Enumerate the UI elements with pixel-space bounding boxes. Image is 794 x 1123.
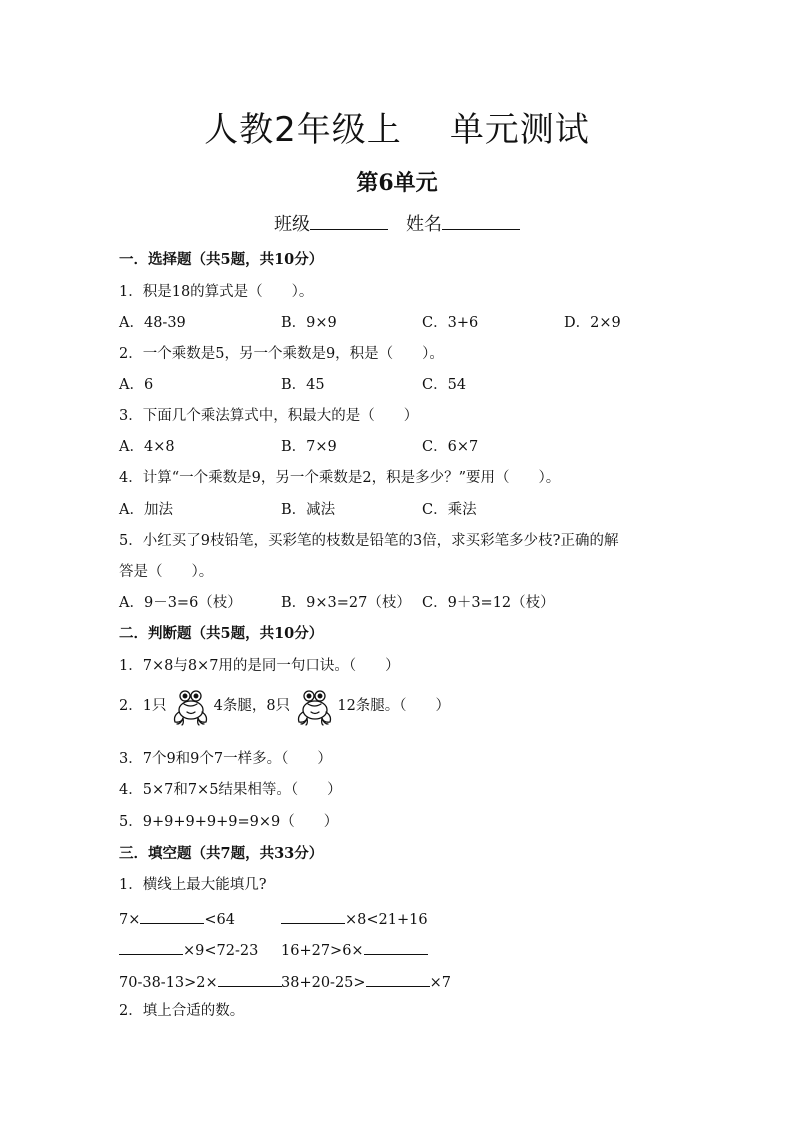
s1-q4-options xyxy=(119,498,679,518)
fill-item-f xyxy=(281,968,451,991)
fill-a-pre: 7× xyxy=(119,912,141,928)
fill-item-d xyxy=(281,936,428,959)
s1-q5-text-line2: 答是（ ）。 xyxy=(119,564,214,580)
title-right: 单元测试 xyxy=(449,110,590,150)
s1-q2-option-a[interactable]: A．6 xyxy=(119,377,154,393)
s1-q1-text: 1．积是18的算式是（ ）。 xyxy=(119,284,314,300)
s1-q2-options xyxy=(119,373,679,393)
s1-q3-option-a[interactable]: A．4×8 xyxy=(119,439,175,455)
s1-q1-option-a[interactable]: A．48-39 xyxy=(119,315,186,331)
fill-item-c xyxy=(119,936,258,959)
title-left: 人教2年级上 xyxy=(204,110,402,150)
s1-q4-option-b[interactable]: B．减法 xyxy=(281,502,336,518)
s2-q2-part1: 2．1只 xyxy=(119,698,167,714)
name-blank[interactable] xyxy=(442,211,520,230)
s3-q1-text: 1．横线上最大能填几? xyxy=(119,877,267,893)
s2-q2-part3: 12条腿。（ ） xyxy=(337,698,451,714)
frog-icon xyxy=(171,686,209,726)
s3-q2-text: 2．填上合适的数。 xyxy=(119,1003,245,1019)
s1-q3-option-c[interactable]: C．6×7 xyxy=(422,439,479,455)
page-title xyxy=(0,102,794,151)
fill-e-pre: 70-38-13>2× xyxy=(119,975,218,991)
fill-e-blank[interactable] xyxy=(218,968,282,987)
s1-q4-text: 4．计算“一个乘数是9，另一个乘数是2，积是多少？”要用（ ）。 xyxy=(119,470,561,486)
s2-q2-line xyxy=(119,686,450,730)
s2-q1-text: 1．7×8与8×7用的是同一句口诀。（ ） xyxy=(119,658,400,674)
s1-q3-option-b[interactable]: B．7×9 xyxy=(281,439,337,455)
frog-icon xyxy=(295,686,333,726)
s1-q5-option-a[interactable]: A．9－3=6（枝） xyxy=(119,595,242,611)
s2-q3-text: 3．7个9和9个7一样多。（ ） xyxy=(119,751,332,767)
s1-q4-option-c[interactable]: C．乘法 xyxy=(422,502,477,518)
s2-q5-text: 5．9+9+9+9+9=9×9（ ） xyxy=(119,814,339,830)
s1-q1-option-d[interactable]: D．2×9 xyxy=(564,315,621,331)
s1-q1-options xyxy=(119,311,679,331)
s1-q2-option-b[interactable]: B．45 xyxy=(281,377,325,393)
s1-q1-option-b[interactable]: B．9×9 xyxy=(281,315,337,331)
section-3-heading: 三．填空题（共7题，共33分） xyxy=(119,845,324,862)
s2-q2-part2: 4条腿，8只 xyxy=(213,698,291,714)
fill-item-b xyxy=(281,905,428,928)
fill-f-post: ×7 xyxy=(429,975,451,991)
s2-q4-text: 4．5×7和7×5结果相等。（ ） xyxy=(119,782,342,798)
fill-f-blank[interactable] xyxy=(366,968,430,987)
s1-q3-options xyxy=(119,435,679,455)
fill-a-post: <64 xyxy=(204,912,235,928)
s1-q4-option-a[interactable]: A．加法 xyxy=(119,502,173,518)
fill-f-pre: 38+20-25> xyxy=(281,975,366,991)
name-label: 姓名 xyxy=(406,214,442,235)
fill-d-pre: 16+27>6× xyxy=(281,943,364,959)
s1-q5-options xyxy=(119,591,679,611)
s1-q3-text: 3．下面几个乘法算式中，积最大的是（ ） xyxy=(119,408,419,424)
section-1-heading: 一．选择题（共5题，共10分） xyxy=(119,251,324,268)
student-info-line xyxy=(0,210,794,236)
s1-q5-option-b[interactable]: B．9×3=27（枝） xyxy=(281,595,411,611)
fill-c-post: ×9<72-23 xyxy=(183,943,259,959)
section-2-heading: 二．判断题（共5题，共10分） xyxy=(119,625,324,642)
s1-q2-option-c[interactable]: C．54 xyxy=(422,377,467,393)
fill-b-blank[interactable] xyxy=(281,905,345,924)
class-blank[interactable] xyxy=(310,211,388,230)
fill-item-a xyxy=(119,905,235,928)
fill-b-post: ×8<21+16 xyxy=(345,912,428,928)
fill-c-blank[interactable] xyxy=(119,936,183,955)
s1-q5-option-c[interactable]: C．9＋3=12（枝） xyxy=(422,595,555,611)
fill-a-blank[interactable] xyxy=(140,905,204,924)
unit-subtitle: 第6单元 xyxy=(356,170,438,196)
fill-item-e xyxy=(119,968,282,991)
s1-q1-option-c[interactable]: C．3+6 xyxy=(422,315,479,331)
fill-d-blank[interactable] xyxy=(364,936,428,955)
class-label: 班级 xyxy=(274,214,310,235)
s1-q2-text: 2．一个乘数是5，另一个乘数是9，积是（ ）。 xyxy=(119,346,444,362)
s1-q5-text-line1: 5．小红买了9枝铅笔，买彩笔的枝数是铅笔的3倍，求买彩笔多少枝?正确的解 xyxy=(119,533,619,549)
